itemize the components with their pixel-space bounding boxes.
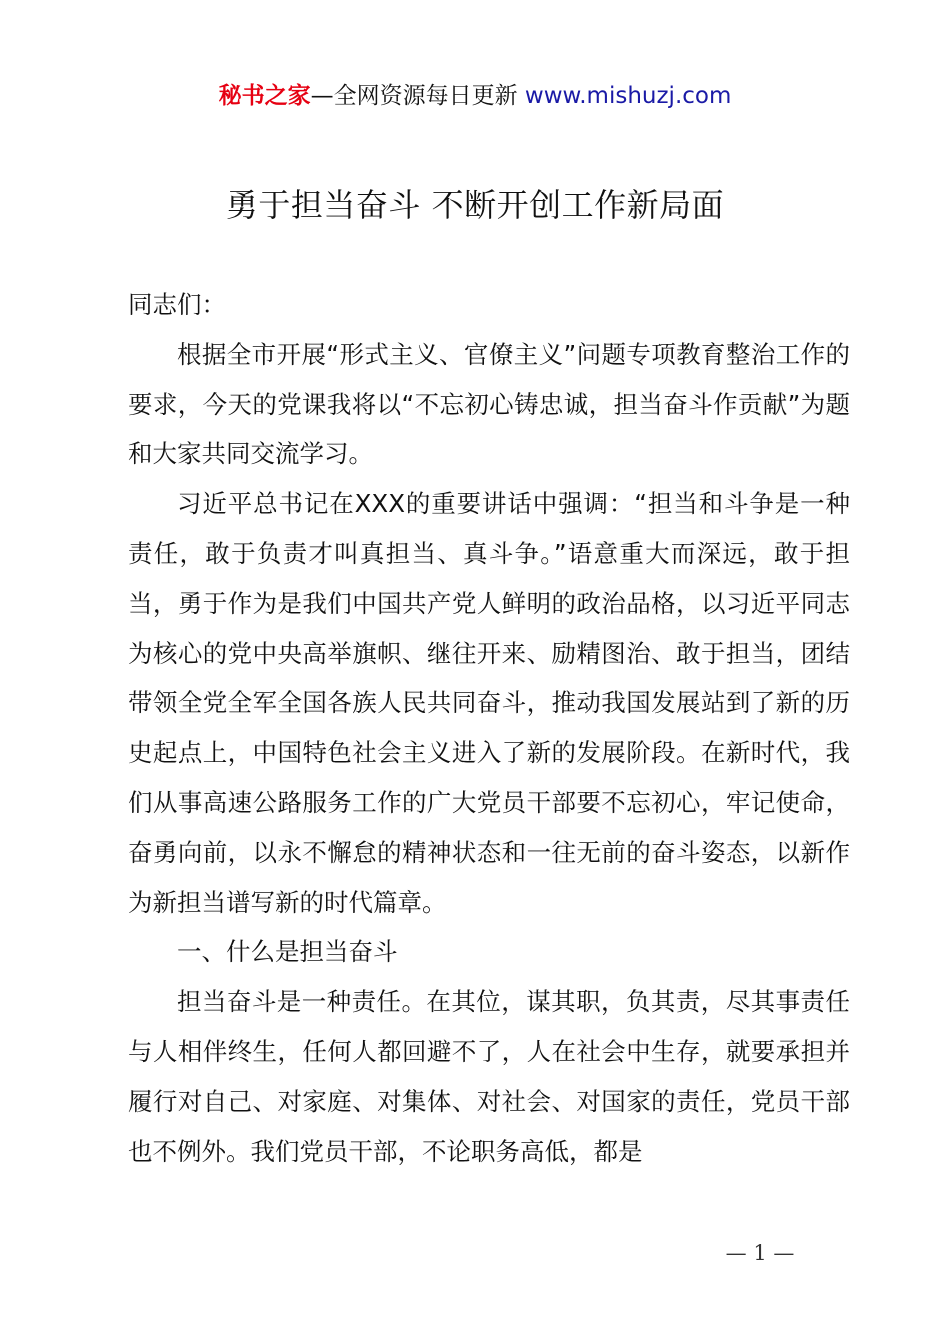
- page-number: — 1 —: [725, 1241, 795, 1265]
- section-heading: 一、什么是担当奋斗: [177, 937, 398, 967]
- salutation: 同志们：: [128, 290, 226, 319]
- site-brand: 秘书之家: [218, 83, 311, 109]
- document-body: [128, 280, 850, 1176]
- site-url-link[interactable]: www.mishuzj.com: [524, 83, 732, 109]
- paragraph-responsibility: 担当奋斗是一种责任。在其位，谋其职，负其责，尽其事责任与人相伴终生，任何人都回避不了，人在社会中生存，就要承担并履行对自己、对家庭、对集体、对社会、对国家的责任，党员干部也不例外。我们党员干部，不论职务高低，都是: [128, 987, 850, 1166]
- paragraph-quote: 习近平总书记在XXX的重要讲话中强调：“担当和斗争是一种责任，敢于负责才叫真担当、真斗争。”语意重大而深远，敢于担当，勇于作为是我们中国共产党人鲜明的政治品格，以习近平同志为核心的党中央高举旗帜、继往开来、励精图治、敢于担当，团结带领全党全军全国各族人民共同奋斗，推动我国发展站到了新的历史起点上，中国特色社会主义进入了新的发展阶段。在新时代，我们从事高速公路服务工作的广大党员干部要不忘初心，牢记使命，奋勇向前，以永不懈怠的精神状态和一往无前的奋斗姿态，以新作为新担当谱写新的时代篇章。: [128, 489, 850, 917]
- document-title: 勇于担当奋斗 不断开创工作新局面: [225, 186, 725, 224]
- site-tagline: —全网资源每日更新: [310, 83, 525, 109]
- site-header: [0, 80, 950, 112]
- paragraph-intro: 根据全市开展“形式主义、官僚主义”问题专项教育整治工作的要求，今天的党课我将以“不忘初心铸忠诚，担当奋斗作贡献”为题和大家共同交流学习。: [128, 339, 850, 469]
